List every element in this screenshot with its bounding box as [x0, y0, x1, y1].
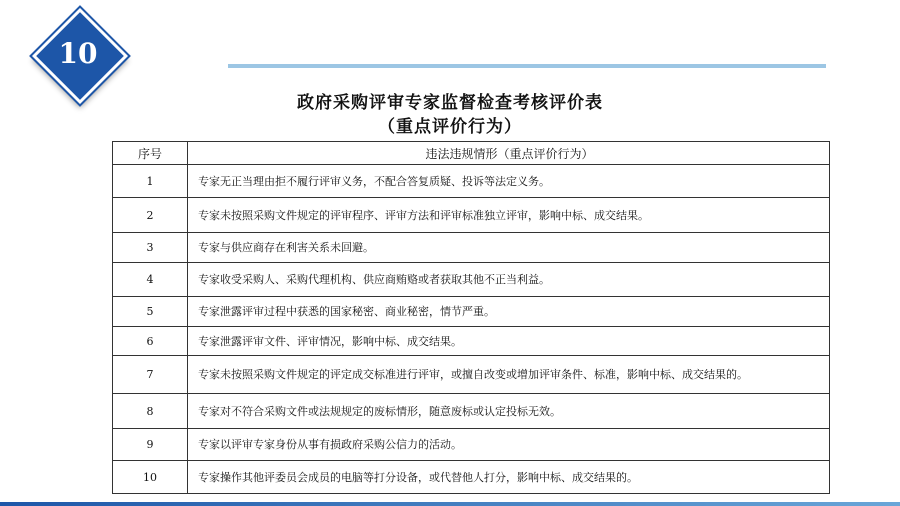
table-row: [113, 233, 830, 263]
table-row: [113, 356, 830, 394]
slide-number: 10: [58, 37, 98, 70]
row-desc: 专家对不符合采购文件或法规规定的废标情形，随意废标或认定投标无效。: [188, 394, 830, 429]
row-no: 1: [113, 165, 188, 198]
row-no: 8: [113, 394, 188, 429]
table-row: [113, 327, 830, 356]
row-desc: 专家收受采购人、采购代理机构、供应商贿赂或者获取其他不正当利益。: [188, 263, 830, 297]
table-row: [113, 297, 830, 327]
row-desc: 专家泄露评审过程中获悉的国家秘密、商业秘密，情节严重。: [188, 297, 830, 327]
slide-number-badge: [32, 8, 124, 100]
table-row: [113, 394, 830, 429]
row-no: 10: [113, 461, 188, 494]
row-desc: 专家未按照采购文件规定的评定成交标准进行评审，或擅自改变或增加评审条件、标准，影响中标、成交结果的。: [188, 356, 830, 394]
row-no: 9: [113, 429, 188, 461]
page-title: 政府采购评审专家监督检查考核评价表: [297, 93, 603, 113]
header-divider: [228, 64, 826, 68]
table-row: [113, 198, 830, 233]
table-row: [113, 263, 830, 297]
table-row: [113, 461, 830, 494]
row-desc: 专家与供应商存在利害关系未回避。: [188, 233, 830, 263]
row-desc: 专家以评审专家身份从事有损政府采购公信力的活动。: [188, 429, 830, 461]
row-no: 6: [113, 327, 188, 356]
header-desc: 违法违规情形（重点评价行为）: [188, 142, 830, 165]
table-header-row: [113, 142, 830, 165]
row-no: 2: [113, 198, 188, 233]
page-subtitle: （重点评价行为）: [378, 117, 522, 137]
evaluation-table: [112, 141, 830, 494]
row-desc: 专家泄露评审文件、评审情况，影响中标、成交结果。: [188, 327, 830, 356]
row-no: 7: [113, 356, 188, 394]
row-desc: 专家未按照采购文件规定的评审程序、评审方法和评审标准独立评审，影响中标、成交结果。: [188, 198, 830, 233]
header-no: 序号: [113, 142, 188, 165]
row-no: 3: [113, 233, 188, 263]
table-row: [113, 165, 830, 198]
row-desc: 专家无正当理由拒不履行评审义务，不配合答复质疑、投诉等法定义务。: [188, 165, 830, 198]
row-no: 5: [113, 297, 188, 327]
table-row: [113, 429, 830, 461]
footer-bar: [0, 502, 900, 506]
row-no: 4: [113, 263, 188, 297]
row-desc: 专家操作其他评委员会成员的电脑等打分设备，或代替他人打分，影响中标、成交结果的。: [188, 461, 830, 494]
